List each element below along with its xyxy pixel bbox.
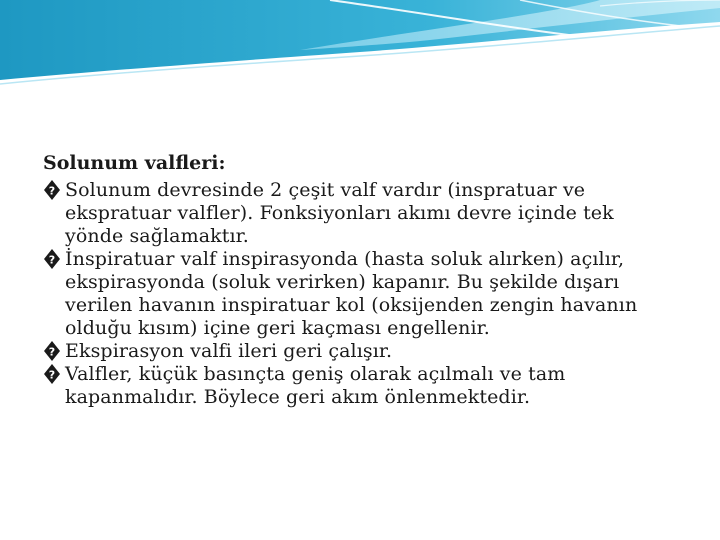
bullet-line: kapanmalıdır. Böylece geri akım önlenmektedir. — [65, 386, 531, 408]
svg-text:?: ? — [48, 253, 56, 267]
bullet-line: Ekspirasyon valfi ileri geri çalışır. — [65, 340, 393, 362]
bullet-line: Solunum devresinde 2 çeşit valf vardır (inspratuar ve — [65, 179, 586, 201]
bullet-line: verilen havanın inspiratuar kol (oksijenden zengin havanın — [65, 294, 638, 316]
slide-content — [43, 150, 693, 409]
replacement-character-icon — [43, 179, 61, 201]
svg-text:?: ? — [48, 184, 56, 198]
svg-text:?: ? — [48, 345, 56, 359]
bullet-item — [43, 340, 693, 363]
slide-heading: Solunum valfleri: — [43, 152, 226, 174]
svg-text:?: ? — [48, 368, 56, 382]
bullet-line: Valfler, küçük basınçta geniş olarak açılmalı ve tam — [65, 363, 566, 385]
replacement-character-icon — [43, 363, 61, 385]
replacement-character-icon — [43, 248, 61, 270]
replacement-character-icon — [43, 340, 61, 362]
bullet-item — [43, 248, 693, 340]
bullet-line: ekspirasyonda (soluk verirken) kapanır. Bu şekilde dışarı — [65, 271, 620, 293]
bullet-line: ekspratuar valfler). Fonksiyonları akımı devre içinde tek — [65, 202, 614, 224]
header-wave-decoration — [0, 0, 720, 90]
bullet-line: İnspiratuar valf inspirasyonda (hasta soluk alırken) açılır, — [65, 248, 625, 270]
bullet-line: olduğu kısım) içine geri kaçması engellenir. — [65, 317, 490, 339]
bullet-line: yönde sağlamaktır. — [65, 225, 249, 247]
bullet-item — [43, 179, 693, 248]
bullet-item — [43, 363, 693, 409]
